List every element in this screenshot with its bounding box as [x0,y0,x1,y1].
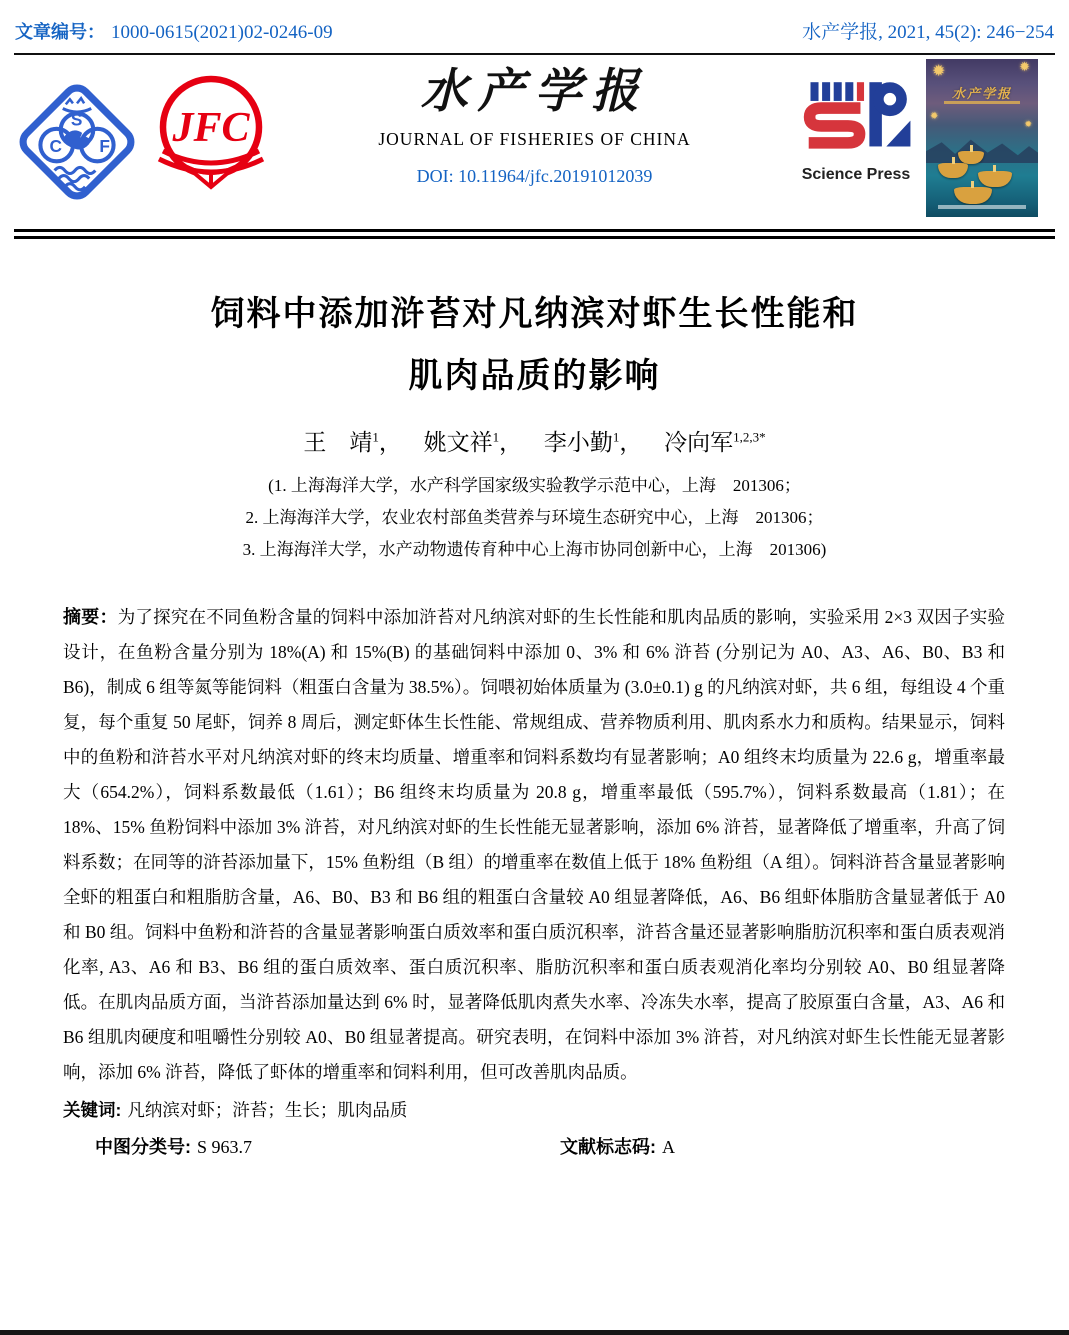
doi-text: DOI: 10.11964/jfc.20191012039 [416,166,653,186]
science-press-label: Science Press [801,166,911,183]
author-line [0,424,1069,457]
journal-name-calligraphy: 水产学报 [420,64,649,119]
author-name: 姚文祥 [423,430,493,455]
journal-header [0,55,1069,225]
cover-boat [978,171,1012,187]
journal-title-block [315,61,755,187]
journal-citation: 水产学报, 2021, 45(2): 246−254 [802,22,1054,43]
csf-society-logo-icon [16,81,138,203]
journal-name-english: JOURNAL OF FISHERIES OF CHINA [378,129,691,149]
author-affil-mark: 1 [612,429,620,445]
science-press-logo-icon [798,77,914,157]
science-press-block [788,77,924,184]
author-name: 冷向军 [664,430,734,455]
article-number-value: 1000-0615(2021)02-0246-09 [111,22,333,43]
clc-label: 中图分类号: [95,1137,191,1157]
doc-code-value: A [662,1137,675,1157]
article-number [15,18,333,44]
article-title-line1: 饲料中添加浒苔对凡纳滨对虾生长性能和 [210,295,859,333]
author-separator: ， [499,430,523,455]
doc-code-group [560,1133,675,1159]
abstract-paragraph [63,600,1005,1090]
firework-icon: ✹ [930,111,939,122]
cover-title: 水产学报 [951,86,1012,101]
author-affil-mark: 1 [372,429,379,445]
cover-boat [938,163,968,178]
abstract-label: 摘要： [63,607,118,627]
affiliation-line: (1. 上海海洋大学，水产科学国家级实验教学示范中心，上海 201306； [268,476,801,495]
cover-subtitle-line [944,101,1020,104]
clc-value: S 963.7 [197,1137,253,1157]
affiliation-line: 2. 上海海洋大学，农业农村部鱼类营养与环境生态研究中心，上海 201306； [245,508,824,527]
firework-icon: ✹ [1019,59,1030,74]
svg-text:C: C [49,136,63,157]
bottom-rule [0,1330,1069,1335]
keywords-label: 关键词: [63,1100,122,1120]
article-title-line2: 肌肉品质的影响 [408,357,661,395]
keywords-text: 凡纳滨对虾；浒苔；生长；肌肉品质 [127,1100,408,1120]
author-name: 王 靖 [303,430,373,455]
doc-code-label: 文献标志码: [560,1137,656,1157]
cover-boat [954,187,992,204]
affiliations [0,470,1069,566]
classification-row [95,1133,1005,1159]
firework-icon: ✹ [1024,119,1032,129]
abstract-text: 为了探究在不同鱼粉含量的饲料中添加浒苔对凡纳滨对虾的生长性能和肌肉品质的影响，实验采用 2×3 双因子实验设计，在鱼粉含量分别为 18%(A) 和 15%(B) 的基础饲料中添加 0、3% 和 6% 浒苔 (分别记为 A0、A3、A6、B0、B3 和 B6)，制成 6 组等氮等能饲料（粗蛋白含量为 38.5%）。饲喂初始体质量为 (3.0±0.1) g 的凡纳滨对虾，共 6 组，每组设 4 个重复，每个重复 50 尾虾，饲养 8 周后，测定虾体生长性能、常规组成、营养物质利用、肌肉系水力和质构。结果显示，饲料中的鱼粉和浒苔水平对凡纳滨对虾的终末均质量、增重率和饲料系数均有显著影响；A0 组终末均质量为 22.6 g，增重率最大（654.2%），饲料系数最低（1.61）；B6 组终末均质量为 20.8 g，增重率最低（595.7%），饲料系数最高（1.81）；在 18%、15% 鱼粉饲料中添加 3% 浒苔，对凡纳滨对虾的生长性能无显著影响，添加 6% 浒苔，显著降低了增重率，升高了饲料系数；在同等的浒苔添加量下，15% 鱼粉组（B 组）的增重率在数值上低于 18% 鱼粉组（A 组）。饲料浒苔含量显著影响全虾的粗蛋白和粗脂肪含量，A6、B0、B3 和 B6 组的粗蛋白含量较 A0 组显著降低，A6、B6 组虾体脂肪含量显著低于 A0 和 B0 组。饲料中鱼粉和浒苔的含量显著影响蛋白质效率和蛋白质沉积率，浒苔含量还显著影响脂肪沉积率和蛋白质表观消化率, A3、A6 和 B3、B6 组的蛋白质效率、蛋白质沉积率、脂肪沉积率和蛋白质表观消化率均分别较 A0、B0 组显著降低。在肌肉品质方面，当浒苔添加量达到 6% 时，显著降低肌肉煮失水率、冷冻失水率，提高了胶原蛋白含量，A3、A6 和 B6 组肌肉硬度和咀嚼性分别较 A0、B0 组显著提高。研究表明，在饲料中添加 3% 浒苔，对凡纳滨对虾生长性能无显著影响，添加 6% 浒苔，降低了虾体的增重率和饲料利用，但可改善肌肉品质。 [63,607,1005,1082]
article-title [0,283,1069,407]
keywords-row [63,1093,1005,1127]
article-number-label: 文章编号： [15,22,105,42]
svg-text:F: F [99,136,110,157]
cover-footer-line [938,205,1026,209]
author-affil-mark: 1,2,3* [733,429,766,445]
author-separator: ， [619,430,643,455]
jfc-journal-logo-icon [151,69,271,207]
author-separator: ， [378,430,402,455]
journal-cover [926,59,1038,217]
header-double-rule [14,229,1055,239]
svg-text:JFC: JFC [172,105,250,151]
affiliation-line: 3. 上海海洋大学，水产动物遗传育种中心上海市协同创新中心，上海 201306) [242,540,827,559]
firework-icon: ✹ [932,63,946,80]
svg-text:S: S [70,109,83,130]
clc-group [95,1133,560,1159]
top-meta-row [0,0,1069,44]
author-name: 李小勤 [543,430,613,455]
author-affil-mark: 1 [492,429,500,445]
